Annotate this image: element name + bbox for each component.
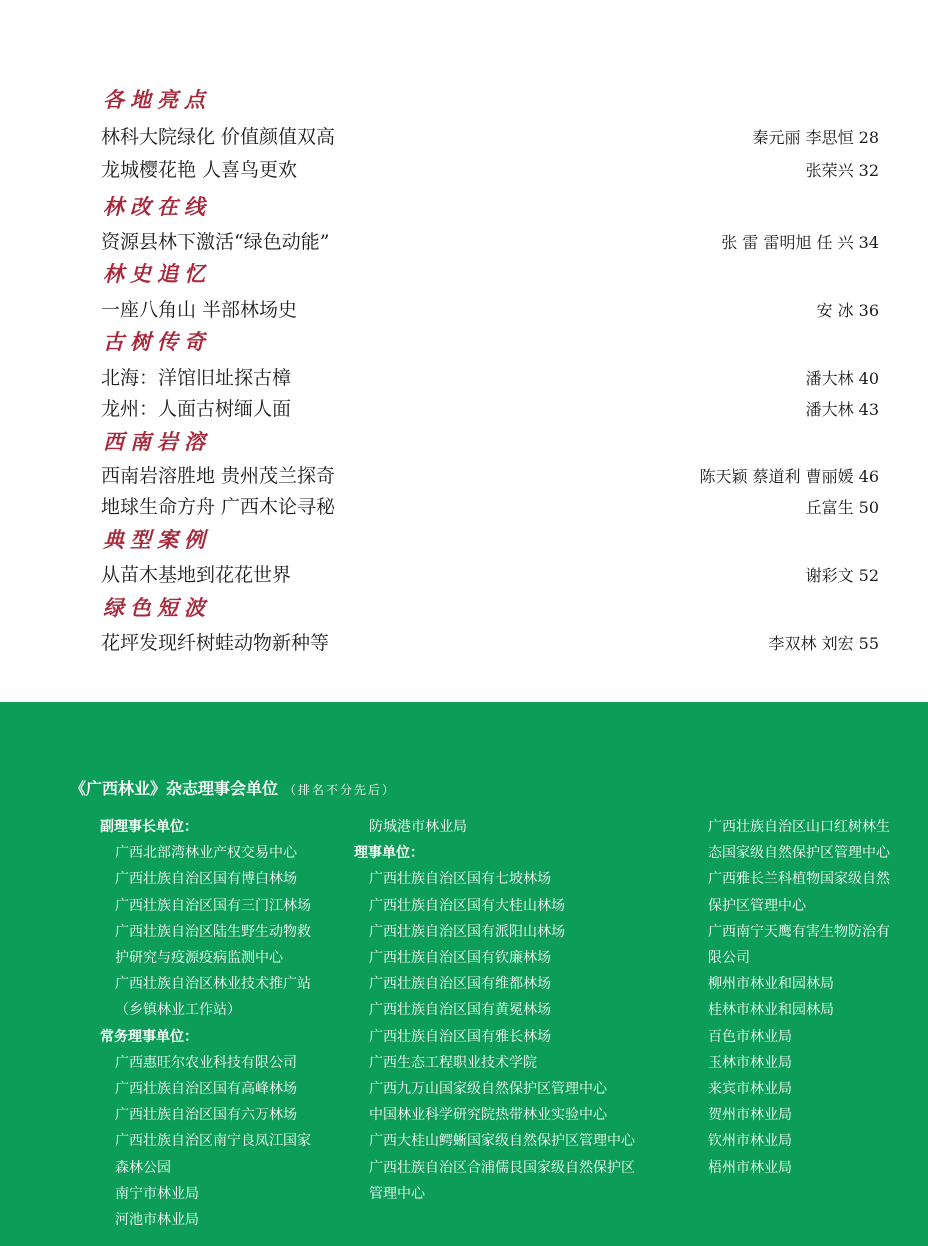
article-page: 50	[858, 498, 879, 517]
council-member: 限公司	[708, 950, 750, 966]
article-title: 一座八角山 半部林场史	[101, 299, 298, 321]
toc-entry[interactable]	[101, 396, 879, 422]
council-member: 广西壮族自治区国有大桂山林场	[369, 897, 565, 914]
council-member: 广西壮族自治区国有黄冕林场	[369, 1002, 551, 1019]
council-title-note: （排名不分先后）	[284, 783, 397, 797]
council-group-heading: 理事单位：	[354, 845, 424, 862]
article-authors: 丘富生	[805, 498, 854, 517]
toc-entry[interactable]	[101, 630, 879, 656]
council-member: 广西壮族自治区国有三门江林场	[115, 897, 311, 914]
council-member: 广西壮族自治区陆生野生动物救	[115, 923, 311, 940]
article-title: 林科大院绿化 价值颜值双高	[101, 126, 336, 148]
council-group-heading: 副理事长单位：	[100, 819, 198, 835]
article-meta	[769, 632, 879, 656]
council-member: 广西壮族自治区山口红树林生	[708, 819, 890, 835]
council-member: 广西壮族自治区国有维都林场	[369, 976, 551, 993]
toc-entry[interactable]	[101, 463, 879, 489]
council-panel	[0, 702, 928, 1246]
council-member: 广西壮族自治区国有高峰林场	[115, 1081, 297, 1097]
article-page: 52	[858, 566, 879, 585]
section-heading: 西南岩溶	[103, 430, 211, 454]
council-member: 来宾市林业局	[708, 1081, 792, 1097]
article-page: 28	[858, 128, 879, 147]
article-title: 西南岩溶胜地 贵州茂兰探奇	[101, 465, 336, 487]
council-member: 河池市林业局	[115, 1212, 199, 1228]
section-heading: 林改在线	[103, 195, 211, 219]
council-member: 百色市林业局	[708, 1028, 792, 1045]
toc-entry[interactable]	[101, 365, 879, 391]
council-member: 贺州市林业局	[708, 1107, 792, 1124]
council-member: 广西壮族自治区国有钦廉林场	[369, 950, 551, 966]
council-member: 广西壮族自治区国有雅长林场	[369, 1028, 551, 1045]
article-authors: 张 雷 雷明旭 任 兴	[721, 233, 854, 252]
article-meta	[817, 299, 879, 323]
article-meta	[806, 564, 879, 588]
article-title: 龙州：人面古树缅人面	[101, 398, 292, 420]
article-page: 36	[858, 301, 879, 320]
council-member: 玉林市林业局	[708, 1054, 792, 1071]
article-page: 34	[858, 233, 879, 252]
council-member: 柳州市林业和园林局	[708, 976, 834, 993]
council-member: 广西壮族自治区国有博白林场	[115, 871, 297, 888]
council-member: 态国家级自然保护区管理中心	[708, 845, 890, 862]
council-member: 广西壮族自治区林业技术推广站	[115, 976, 311, 993]
council-member: 广西壮族自治区合浦儒艮国家级自然保护区	[369, 1159, 635, 1176]
article-authors: 张荣兴	[805, 161, 854, 180]
section-heading: 林史追忆	[103, 262, 211, 286]
council-member: 广西生态工程职业技术学院	[369, 1054, 537, 1071]
article-title: 资源县林下激活“绿色动能”	[101, 231, 330, 253]
article-authors: 陈天颖 蔡道利 曹丽媛	[699, 467, 854, 486]
article-meta	[806, 159, 879, 183]
article-authors: 谢彩文	[805, 566, 854, 585]
article-page: 43	[858, 400, 879, 419]
council-member: 护研究与疫源疫病监测中心	[115, 950, 283, 966]
article-authors: 李双林 刘宏	[768, 634, 854, 653]
article-title: 龙城樱花艳 人喜鸟更欢	[101, 159, 298, 181]
council-title-text: 《广西林业》杂志理事会单位	[70, 779, 279, 798]
council-member: 广西九万山国家级自然保护区管理中心	[369, 1081, 607, 1097]
article-authors: 潘大林	[805, 369, 854, 388]
toc-entry[interactable]	[101, 157, 879, 183]
toc-entry[interactable]	[101, 124, 879, 150]
article-title: 花坪发现纤树蛙动物新种等	[101, 632, 330, 654]
article-page: 46	[858, 467, 879, 486]
council-member: 广西北部湾林业产权交易中心	[115, 845, 297, 862]
council-member: 保护区管理中心	[708, 897, 806, 914]
council-member: 广西雅长兰科植物国家级自然	[708, 871, 890, 888]
article-meta	[806, 398, 879, 422]
article-meta	[806, 367, 879, 391]
article-title: 地球生命方舟 广西木论寻秘	[101, 496, 336, 518]
section-heading: 典型案例	[103, 528, 211, 552]
toc-entry[interactable]	[101, 494, 879, 520]
toc-entry[interactable]	[101, 229, 879, 255]
council-member: 桂林市林业和园林局	[708, 1002, 834, 1019]
council-member: 森林公园	[115, 1159, 171, 1176]
article-meta	[721, 231, 879, 255]
article-authors: 秦元丽 李思恒	[752, 128, 854, 147]
council-member: 广西大桂山鳄蜥国家级自然保护区管理中心	[369, 1133, 635, 1150]
section-heading: 各地亮点	[103, 88, 211, 112]
council-member: 广西惠旺尔农业科技有限公司	[115, 1054, 297, 1071]
council-member: （乡镇林业工作站）	[115, 1002, 241, 1019]
council-group-heading: 常务理事单位：	[100, 1028, 198, 1045]
council-member: 广西壮族自治区国有七坡林场	[369, 871, 551, 888]
article-title: 从苗木基地到花花世界	[101, 564, 292, 586]
council-member: 南宁市林业局	[115, 1185, 199, 1202]
council-member: 广西壮族自治区国有六万林场	[115, 1107, 297, 1124]
article-page: 40	[858, 369, 879, 388]
section-heading: 绿色短波	[103, 596, 211, 620]
council-member: 广西壮族自治区国有派阳山林场	[369, 923, 565, 940]
article-title: 北海：洋馆旧址探古樟	[101, 367, 292, 389]
council-member: 广西壮族自治区南宁良凤江国家	[115, 1133, 311, 1150]
article-page: 32	[858, 161, 879, 180]
toc-entry[interactable]	[101, 297, 879, 323]
council-member: 广西南宁天鹰有害生物防治有	[708, 923, 890, 940]
section-heading: 古树传奇	[103, 330, 211, 354]
article-meta	[806, 496, 879, 520]
council-member: 管理中心	[369, 1185, 425, 1202]
council-title	[70, 778, 396, 801]
council-member: 钦州市林业局	[708, 1133, 792, 1150]
article-meta	[699, 465, 879, 489]
toc-entry[interactable]	[101, 562, 879, 588]
council-member: 中国林业科学研究院热带林业实验中心	[369, 1107, 607, 1124]
council-member: 防城港市林业局	[369, 819, 467, 835]
article-authors: 潘大林	[805, 400, 854, 419]
article-page: 55	[858, 634, 879, 653]
council-member: 梧州市林业局	[708, 1159, 792, 1176]
article-authors: 安 冰	[816, 301, 854, 320]
article-meta	[753, 126, 879, 150]
